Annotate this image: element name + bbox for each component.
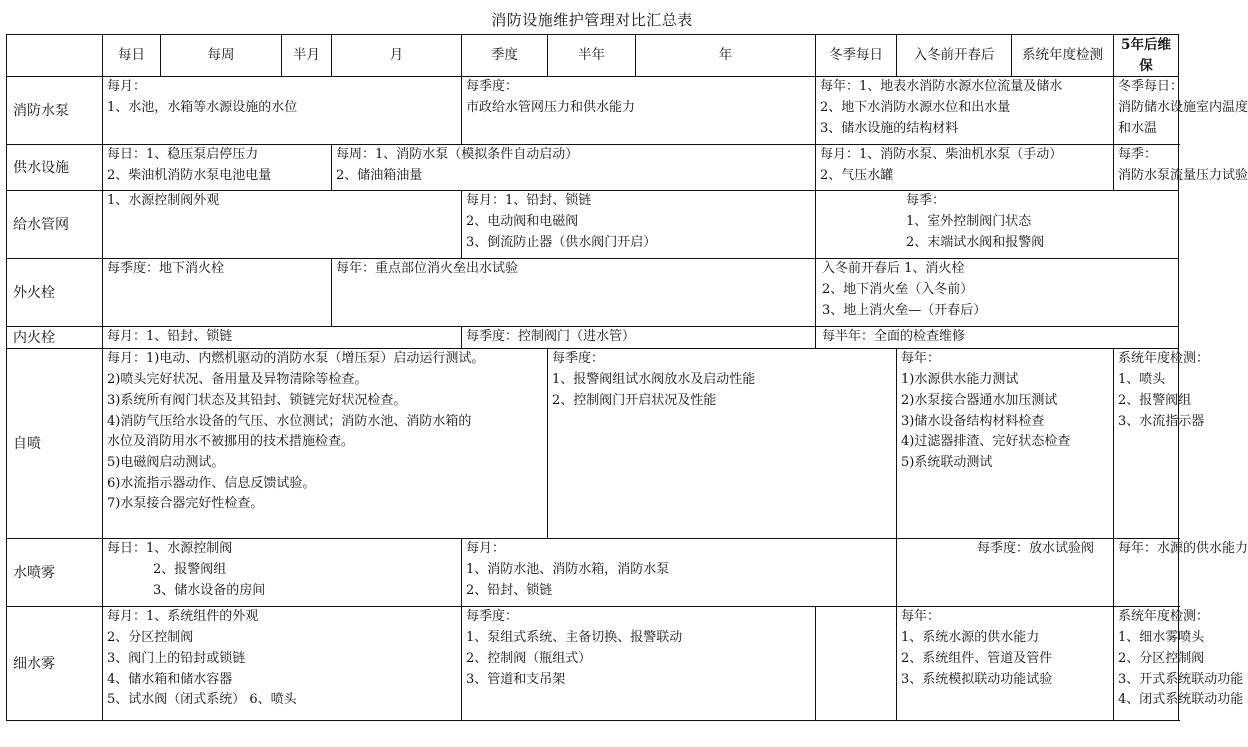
table-row [7, 349, 1179, 539]
table-cell: 每季： 消防水泵流量压力试验 [1114, 145, 1179, 191]
table-cell: 冬季每日： 消防储水设施室内温度 和水温 [1114, 77, 1179, 145]
table-row [7, 77, 1179, 145]
table-cell: 每年：重点部位消火垒出水试验 [332, 259, 816, 327]
table-cell: 每半年：全面的检查维修 [816, 327, 1179, 349]
header-cell-half-year: 半年 [548, 35, 636, 77]
row-label: 自喷 [7, 349, 103, 539]
table-row [7, 539, 1179, 607]
table-cell: 每季： 1、室外控制阀门状态 2、末端试水阀和报警阀 [816, 191, 1179, 259]
maintenance-table [6, 34, 1248, 721]
table-cell: 每季度：地下消火栓 [103, 259, 332, 327]
table-cell: 系统年度检测： 1、喷头 2、报警阀组 3、水流指示器 [1114, 349, 1179, 539]
table-title: 消防设施维护管理对比汇总表 [491, 11, 693, 29]
table-cell: 每月：1、消防水泵、柴油机水泵（手动） 2、气压水罐 [816, 145, 1114, 191]
header-cell-weekly: 每周 [161, 35, 282, 77]
table-row [7, 327, 1179, 349]
table-cell: 入冬前开春后 1、消火栓 2、地下消火垒（入冬前） 3、地上消火垒—（开春后） [816, 259, 1179, 327]
table-cell [816, 607, 897, 721]
header-cell-yearly: 年 [636, 35, 816, 77]
row-label: 给水管网 [7, 191, 103, 259]
table-row [7, 145, 1179, 191]
table-cell: 每年： 1)水源供水能力测试 2)水泵接合器通水加压测试 3)储水设备结构材料检查 4)过滤器排渣、完好状态检查 5)系统联动测试 [897, 349, 1114, 539]
table-cell: 每月：1)电动、内燃机驱动的消防水泵（增压泵）启动运行测试。 2)喷头完好状况、备用量及异物清除等检查。 3)系统所有阀门状态及其铅封、锁链完好状况检查。 4)消防气压给水设备的气压、水位测试；消防水池、消防水箱的 水位及消防用水不被挪用的技术措施检查。 5)电磁阀启动测试。 6)水流指示器动作、信息反馈试验。 7)水泵接合器完好性检查。 [103, 349, 548, 539]
header-cell-half-month: 半月 [282, 35, 332, 77]
table-cell: 每日：1、稳压泵启停压力 2、柴油机消防水泵电池电量 [103, 145, 332, 191]
row-label: 细水雾 [7, 607, 103, 721]
header-cell-monthly: 月 [332, 35, 462, 77]
table-cell: 每季度：控制阀门（进水管） [462, 327, 816, 349]
header-cell-annual-test: 系统年度检测 [1012, 35, 1114, 77]
table-cell: 每月： 1、水池，水箱等水源设施的水位 [103, 77, 462, 145]
table-cell: 每年：水源的供水能力 [1114, 539, 1179, 607]
header-cell-winter-spring: 入冬前开春后 [897, 35, 1012, 77]
table-cell: 每年：1、地表水消防水源水位流量及储水 2、地下水消防水源水位和出水量 3、储水设施的结构材料 [816, 77, 1114, 145]
table-cell: 每季度： 市政给水管网压力和供水能力 [462, 77, 816, 145]
table-cell: 每季度： 1、泵组式系统、主备切换、报警联动 2、控制阀（瓶组式） 3、管道和支吊架 [462, 607, 816, 721]
row-label: 水喷雾 [7, 539, 103, 607]
header-cell-daily: 每日 [103, 35, 161, 77]
row-label: 消防水泵 [7, 77, 103, 145]
table-cell: 每周：1、消防水泵（模拟条件自动启动） 2、储油箱油量 [332, 145, 816, 191]
row-label: 供水设施 [7, 145, 103, 191]
table-cell: 系统年度检测： 1、细水雾喷头 2、分区控制阀 3、开式系统联动功能 4、闭式系统联动功能 [1114, 607, 1179, 721]
table-cell: 每月： 1、消防水池、消防水箱，消防水泵 2、铅封、锁链 [462, 539, 897, 607]
row-label: 外火栓 [7, 259, 103, 327]
table-row [7, 191, 1179, 259]
header-cell-winter-daily: 冬季每日 [816, 35, 897, 77]
table-cell: 每季度：放水试验阀 [897, 539, 1114, 607]
table-row [7, 607, 1179, 721]
row-label: 内火栓 [7, 327, 103, 349]
table-cell: 1、水源控制阀外观 [103, 191, 462, 259]
header-cell-blank [7, 35, 103, 77]
table-cell: 每年： 1、系统水源的供水能力 2、系统组件、管道及管件 3、系统模拟联动功能试验 [897, 607, 1114, 721]
table-cell: 每月：1、系统组件的外观 2、分区控制阀 3、阀门上的铅封或锁链 4、储水箱和储水容器 5、试水阀（闭式系统） 6、喷头 [103, 607, 462, 721]
table-cell: 每月：1、铅封、锁链 2、电动阀和电磁阀 3、倒流防止器（供水阀门开启） [462, 191, 816, 259]
table-cell: 每季度： 1、报警阀组试水阀放水及启动性能 2、控制阀门开启状况及性能 [548, 349, 897, 539]
table-cell: 每月：1、铅封、锁链 [103, 327, 462, 349]
table-row [7, 259, 1179, 327]
header-cell-quarterly: 季度 [462, 35, 548, 77]
header-row [7, 35, 1179, 77]
table-cell: 每日：1、水源控制阀 2、报警阀组 3、储水设备的房间 [103, 539, 462, 607]
header-cell-5-year: 5年后维保 [1114, 35, 1179, 77]
